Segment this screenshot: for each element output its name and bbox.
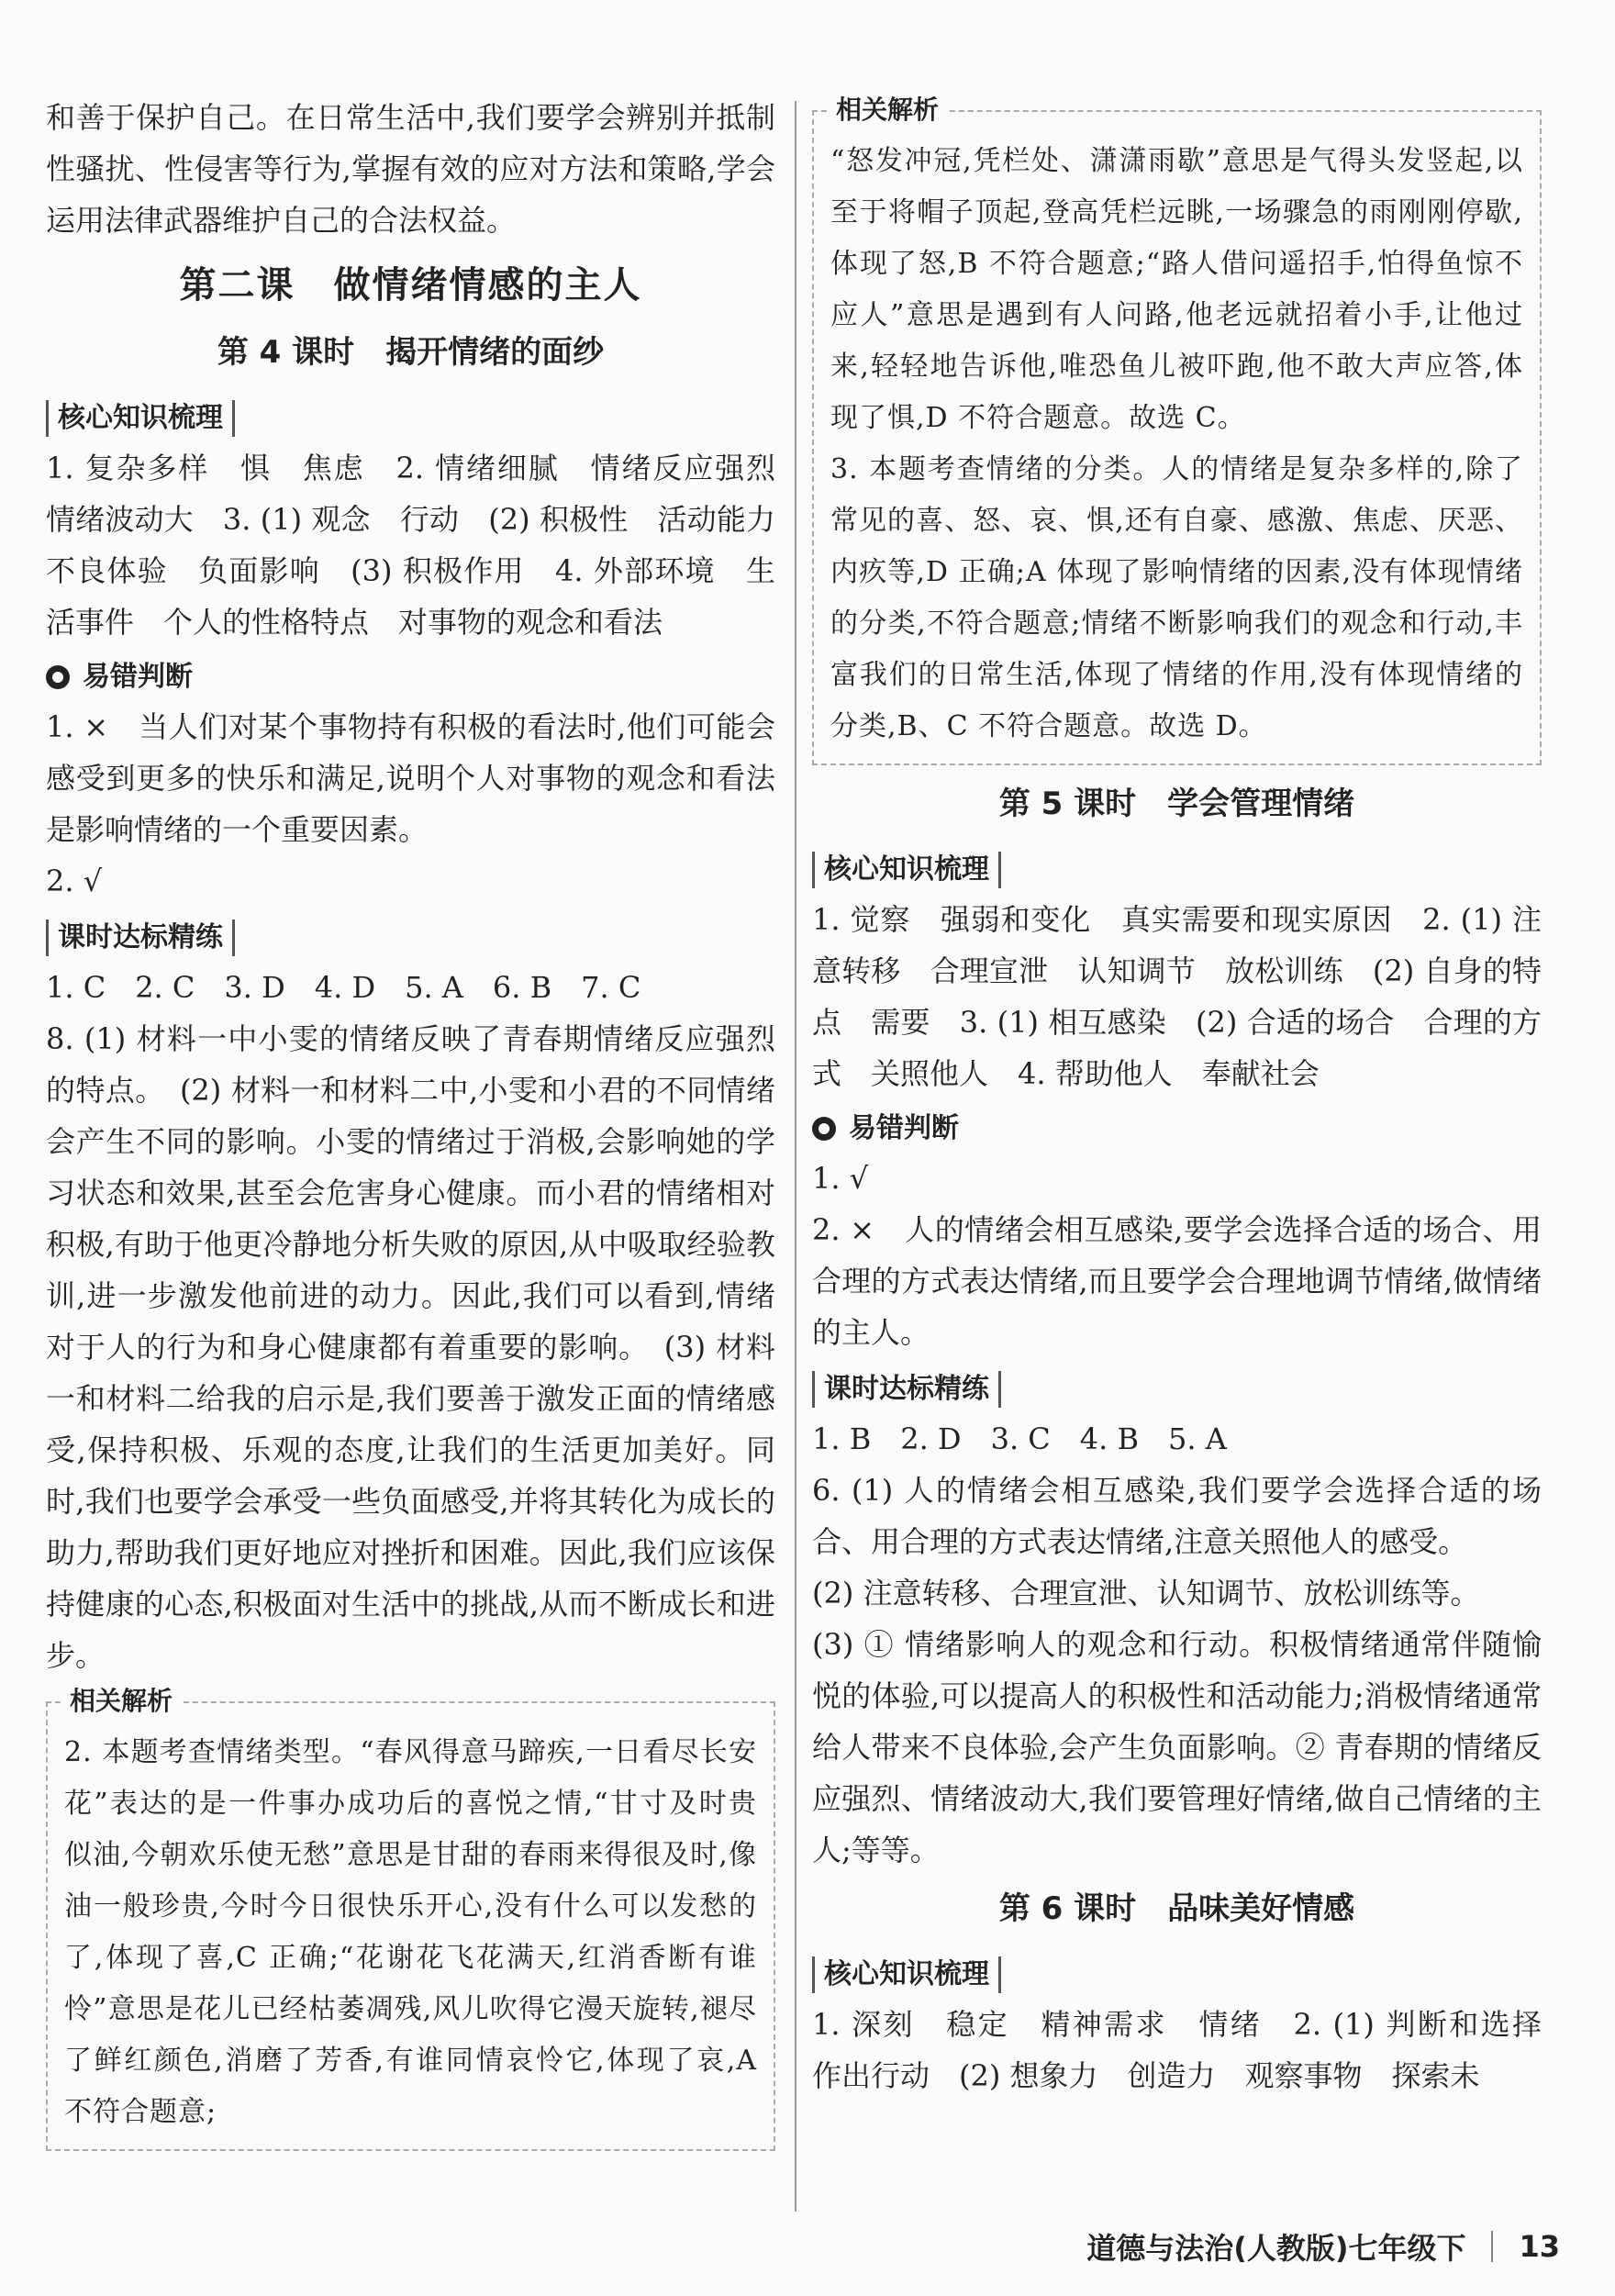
practice-answers-5: 1. B 2. D 3. C 4. B 5. A xyxy=(812,1421,1227,1456)
lesson-title: 第二课 做情绪情感的主人 xyxy=(179,264,642,307)
core-knowledge-tag: 核心知识梳理 xyxy=(812,852,1001,888)
target-icon xyxy=(46,665,70,689)
right-column xyxy=(812,92,1572,2101)
analysis-label: 相关解析 xyxy=(827,92,948,128)
footer-divider xyxy=(1491,2231,1493,2262)
error-judgment-5-2: 2. × 人的情绪会相互感染,要学会选择合适的场合、用合理的方式表达情绪,而且要学会合理地调节情绪,做情绪的主人。 xyxy=(812,1212,1542,1350)
question-6-part-3: (3) ① 情绪影响人的观念和行动。积极情绪通常伴随愉悦的体验,可以提高人的积极性和活动能力;消极情绪通常给人带来不良体验,会产生负面影响。② 青春期的情绪反应强烈、情绪波动大,我们要管理好情绪,做自己情绪的主人;等等。 xyxy=(812,1627,1542,1867)
error-judgment-label: 易错判断 xyxy=(849,1112,959,1144)
core-knowledge-text-5: 1. 觉察 强弱和变化 真实需要和现实原因 2. (1) 注意转移 合理宣泄 认知调节 放松训练 (2) 自身的特点 需要 3. (1) 相互感染 (2) 合适的场合 合理的方式 关照他人 4. 帮助他人 奉献社会 xyxy=(812,902,1542,1091)
page-footer xyxy=(1086,2225,1560,2268)
column-divider xyxy=(795,101,796,2212)
practice-tag: 课时达标精练 xyxy=(812,1371,1001,1408)
analysis-label: 相关解析 xyxy=(61,1683,182,1720)
error-judgment-5-1: 1. √ xyxy=(812,1161,869,1196)
error-judgment-label: 易错判断 xyxy=(83,661,193,693)
analysis-text-left: 2. 本题考查情绪类型。“春风得意马蹄疾,一日看尽长安花”表达的是一件事办成功后的喜悦之情,“甘寸及时贵似油,今朝欢乐使无愁”意思是甘甜的春雨来得很及时,像油一般珍贵,今时今日很快乐开心,没有什么可以发愁的了,体现了喜,C 正确;“花谢花飞花满天,红消香断有谁怜”意思是花儿已经枯萎凋残,风儿吹得它漫天旋转,褪尽了鲜红颜色,消磨了芳香,有谁同情哀怜它,体现了哀,A 不符合题意; xyxy=(64,1736,757,2128)
section-title-4: 第 4 课时 揭开情绪的面纱 xyxy=(217,334,605,371)
target-icon xyxy=(812,1117,836,1141)
left-column xyxy=(46,92,806,2164)
analysis-box-right xyxy=(812,95,1542,765)
page-number: 13 xyxy=(1519,2229,1560,2264)
error-judgment-heading xyxy=(812,1109,1542,1149)
error-judgment-2: 2. √ xyxy=(46,864,103,898)
practice-tag: 课时达标精练 xyxy=(46,920,235,956)
core-knowledge-tag-6: 核心知识梳理 xyxy=(812,1956,1001,1993)
section-title-5: 第 5 课时 学会管理情绪 xyxy=(998,786,1355,822)
question-6-part-1: 6. (1) 人的情绪会相互感染,我们要学会选择合适的场合、用合理的方式表达情绪,注意关照他人的感受。 xyxy=(812,1473,1542,1559)
core-knowledge-text-6: 1. 深刻 稳定 精神需求 情绪 2. (1) 判断和选择 作出行动 (2) 想象力 创造力 观察事物 探索未 xyxy=(812,2007,1572,2093)
analysis-box-left xyxy=(46,1686,775,2151)
practice-answers: 1. C 2. C 3. D 4. D 5. A 6. B 7. C xyxy=(46,970,641,1005)
question-8-answer: 8. (1) 材料一中小雯的情绪反映了青春期情绪反应强烈的特点。 (2) 材料一和材料二中,小雯和小君的不同情绪会产生不同的影响。小雯的情绪过于消极,会影响她的学习状态和效果,甚至会危害身心健康。而小君的情绪相对积极,有助于他更冷静地分析失败的原因,从中吸取经验教训,进一步激发他前进的动力。因此,我们可以看到,情绪对于人的行为和身心健康都有着重要的影响。 (3) 材料一和材料二给我的启示是,我们要善于激发正面的情绪感受,保持积极、乐观的态度,让我们的生活更加美好。同时,我们也要学会承受一些负面感受,并将其转化为成长的助力,帮助我们更好地应对挫折和困难。因此,我们应该保持健康的心态,积极面对生活中的挑战,从而不断成长和进步。 xyxy=(46,1021,775,1673)
core-knowledge-text: 1. 复杂多样 惧 焦虑 2. 情绪细腻 情绪反应强烈 情绪波动大 3. (1) 观念 行动 (2) 积极性 活动能力 不良体验 负面影响 (3) 积极作用 4. 外部环境 生活事件 个人的性格特点 对事物的观念和看法 xyxy=(46,451,806,640)
intro-paragraph: 和善于保护自己。在日常生活中,我们要学会辨别并抵制性骚扰、性侵害等行为,掌握有效的应对方法和策略,学会运用法律武器维护自己的合法权益。 xyxy=(46,100,775,238)
book-title: 道德与法治(人教版)七年级下 xyxy=(1086,2231,1466,2266)
analysis-text-right-2: 3. 本题考查情绪的分类。人的情绪是复杂多样的,除了常见的喜、怒、哀、惧,还有自豪、感激、焦虑、厌恶、内疚等,D 正确;A 体现了影响情绪的因素,没有体现情绪的分类,不符合题意;情绪不断影响我们的观念和行动,丰富我们的日常生活,体现了情绪的作用,没有体现情绪的分类,B、C 不符合题意。故选 D。 xyxy=(830,453,1523,742)
error-judgment-heading xyxy=(46,657,775,697)
section-title-6: 第 6 课时 品味美好情感 xyxy=(998,1890,1355,1927)
analysis-text-right-1: “怒发冲冠,凭栏处、潇潇雨歇”意思是气得头发竖起,以至于将帽子顶起,登高凭栏远眺,一场骤急的雨刚刚停歇,体现了怒,B 不符合题意;“路人借问遥招手,怕得鱼惊不应人”意思是遇到有人问路,他老远就招着小手,让他过来,轻轻地告诉他,唯恐鱼儿被吓跑,他不敢大声应答,体现了惧,D 不符合题意。故选 C。 xyxy=(830,145,1523,434)
question-6-part-2: (2) 注意转移、合理宣泄、认知调节、放松训练等。 xyxy=(812,1576,1480,1611)
error-judgment-1: 1. × 当人们对某个事物持有积极的看法时,他们可能会感受到更多的快乐和满足,说明个人对事物的观念和看法是影响情绪的一个重要因素。 xyxy=(46,709,775,847)
core-knowledge-tag: 核心知识梳理 xyxy=(46,400,235,437)
